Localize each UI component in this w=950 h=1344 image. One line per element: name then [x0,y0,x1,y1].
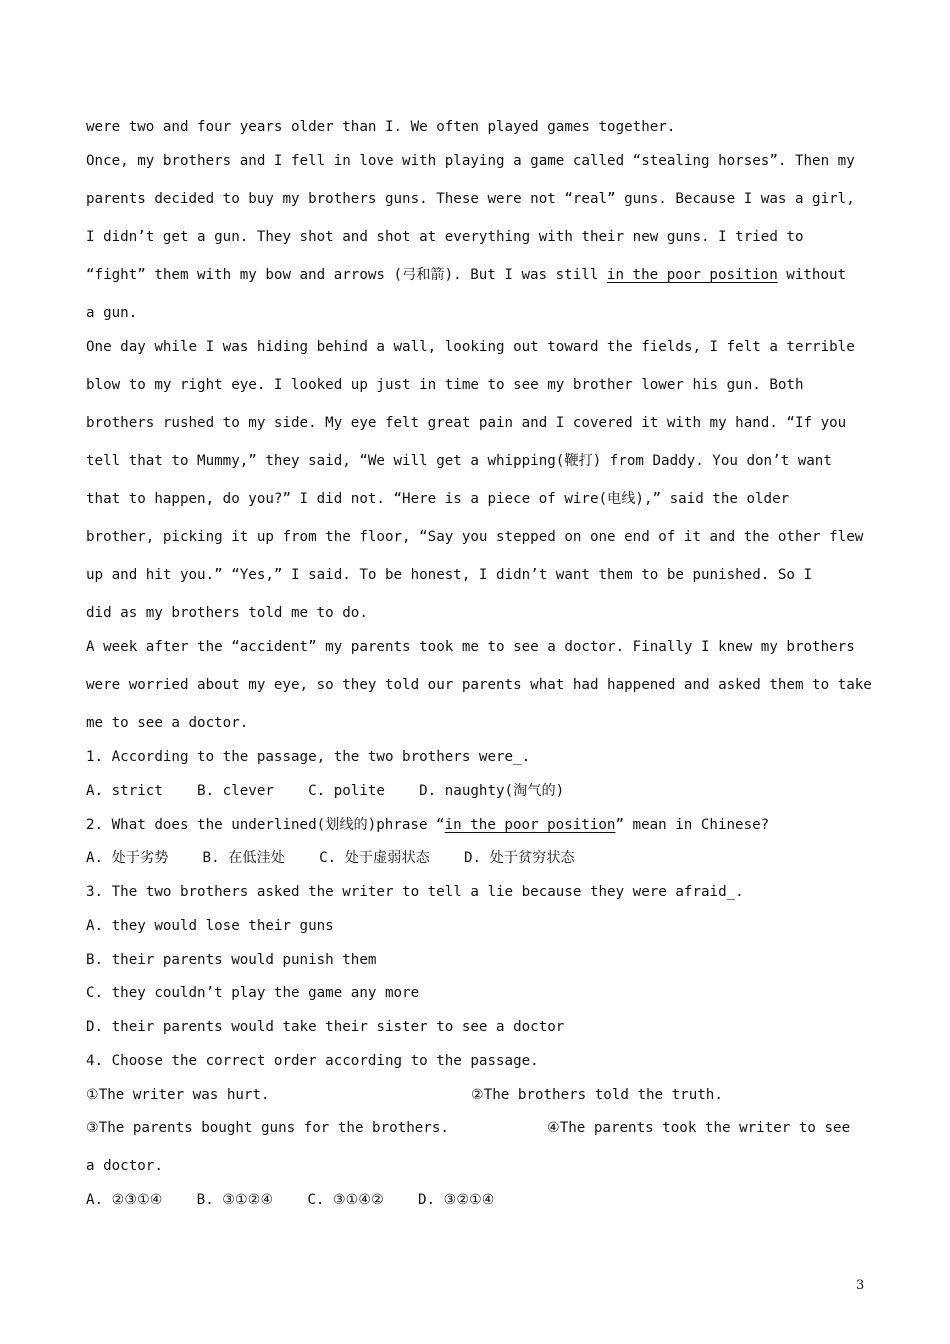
question-options: A. 处于劣势 B. 在低洼处 C. 处于虚弱状态 D. 处于贫穷状态 [86,850,575,866]
underlined-phrase: in the poor position [606,267,778,283]
event-item: ④The parents took the writer to see [547,1120,851,1136]
question-text: 2. What does the underlined(划线的)phrase “ [86,817,445,833]
question-text: ” mean in Chinese? [615,817,770,833]
question-stem: 1. According to the passage, the two brothers were_. [86,749,531,765]
passage-line: parents decided to buy my brothers guns. These were not “real” guns. Because I was a girl, [86,191,855,207]
passage-line: One day while I was hiding behind a wall, looking out toward the fields, I felt a terrible [86,339,855,355]
option-a: A. they would lose their guns [86,918,334,934]
passage-line: did as my brothers told me to do. [86,605,368,621]
question-options: A. strict B. clever C. polite D. naughty(淘气的) [86,783,565,799]
event-item-continued: a doctor. [86,1158,163,1174]
passage-line: A week after the “accident” my parents took me to see a doctor. Finally I knew my brothers [86,639,855,655]
passage-line: me to see a doctor. [86,715,249,731]
passage-line: were worried about my eye, so they told our parents what had happened and asked them to take [86,677,872,693]
option-b: B. their parents would punish them [86,952,377,968]
passage-line: that to happen, do you?” I did not. “Here is a piece of wire(电线),” said the older [86,491,790,507]
passage-line: tell that to Mummy,” they said, “We will get a whipping(鞭打) from Daddy. You don’t want [86,453,832,469]
passage-text: “fight” them with my bow and arrows (弓和箭). But I was still [86,267,607,283]
question-stem: 4. Choose the correct order according to the passage. [86,1053,539,1069]
passage-line: brothers rushed to my side. My eye felt great pain and I covered it with my hand. “If you [86,415,847,431]
event-item: ①The writer was hurt. [86,1087,270,1103]
passage-line: up and hit you.” “Yes,” I said. To be honest, I didn’t want them to be punished. So I [86,567,813,583]
passage-line: I didn’t get a gun. They shot and shot at everything with their new guns. I tried to [86,229,804,245]
question-stem [86,815,866,835]
event-item: ②The brothers told the truth. [471,1087,723,1103]
page-number: 3 [856,1278,865,1293]
passage-line: brother, picking it up from the floor, “Say you stepped on one end of it and the other flew [86,529,864,545]
passage-line [86,265,866,285]
option-d: D. their parents would take their sister to see a doctor [86,1019,565,1035]
passage-line: were two and four years older than I. We often played games together. [86,119,676,135]
question-stem: 3. The two brothers asked the writer to tell a lie because they were afraid_. [86,884,744,900]
option-c: C. they couldn’t play the game any more [86,985,420,1001]
passage-line: Once, my brothers and I fell in love with playing a game called “stealing horses”. Then my [86,153,855,169]
passage-line: a gun. [86,305,138,321]
underlined-phrase: in the poor position [444,817,616,833]
event-item: ③The parents bought guns for the brothers. [86,1120,449,1136]
passage-text: without [777,267,847,283]
question-options: A. ②③①④ B. ③①②④ C. ③①④② D. ③②①④ [86,1192,495,1208]
passage-line: blow to my right eye. I looked up just in time to see my brother lower his gun. Both [86,377,804,393]
